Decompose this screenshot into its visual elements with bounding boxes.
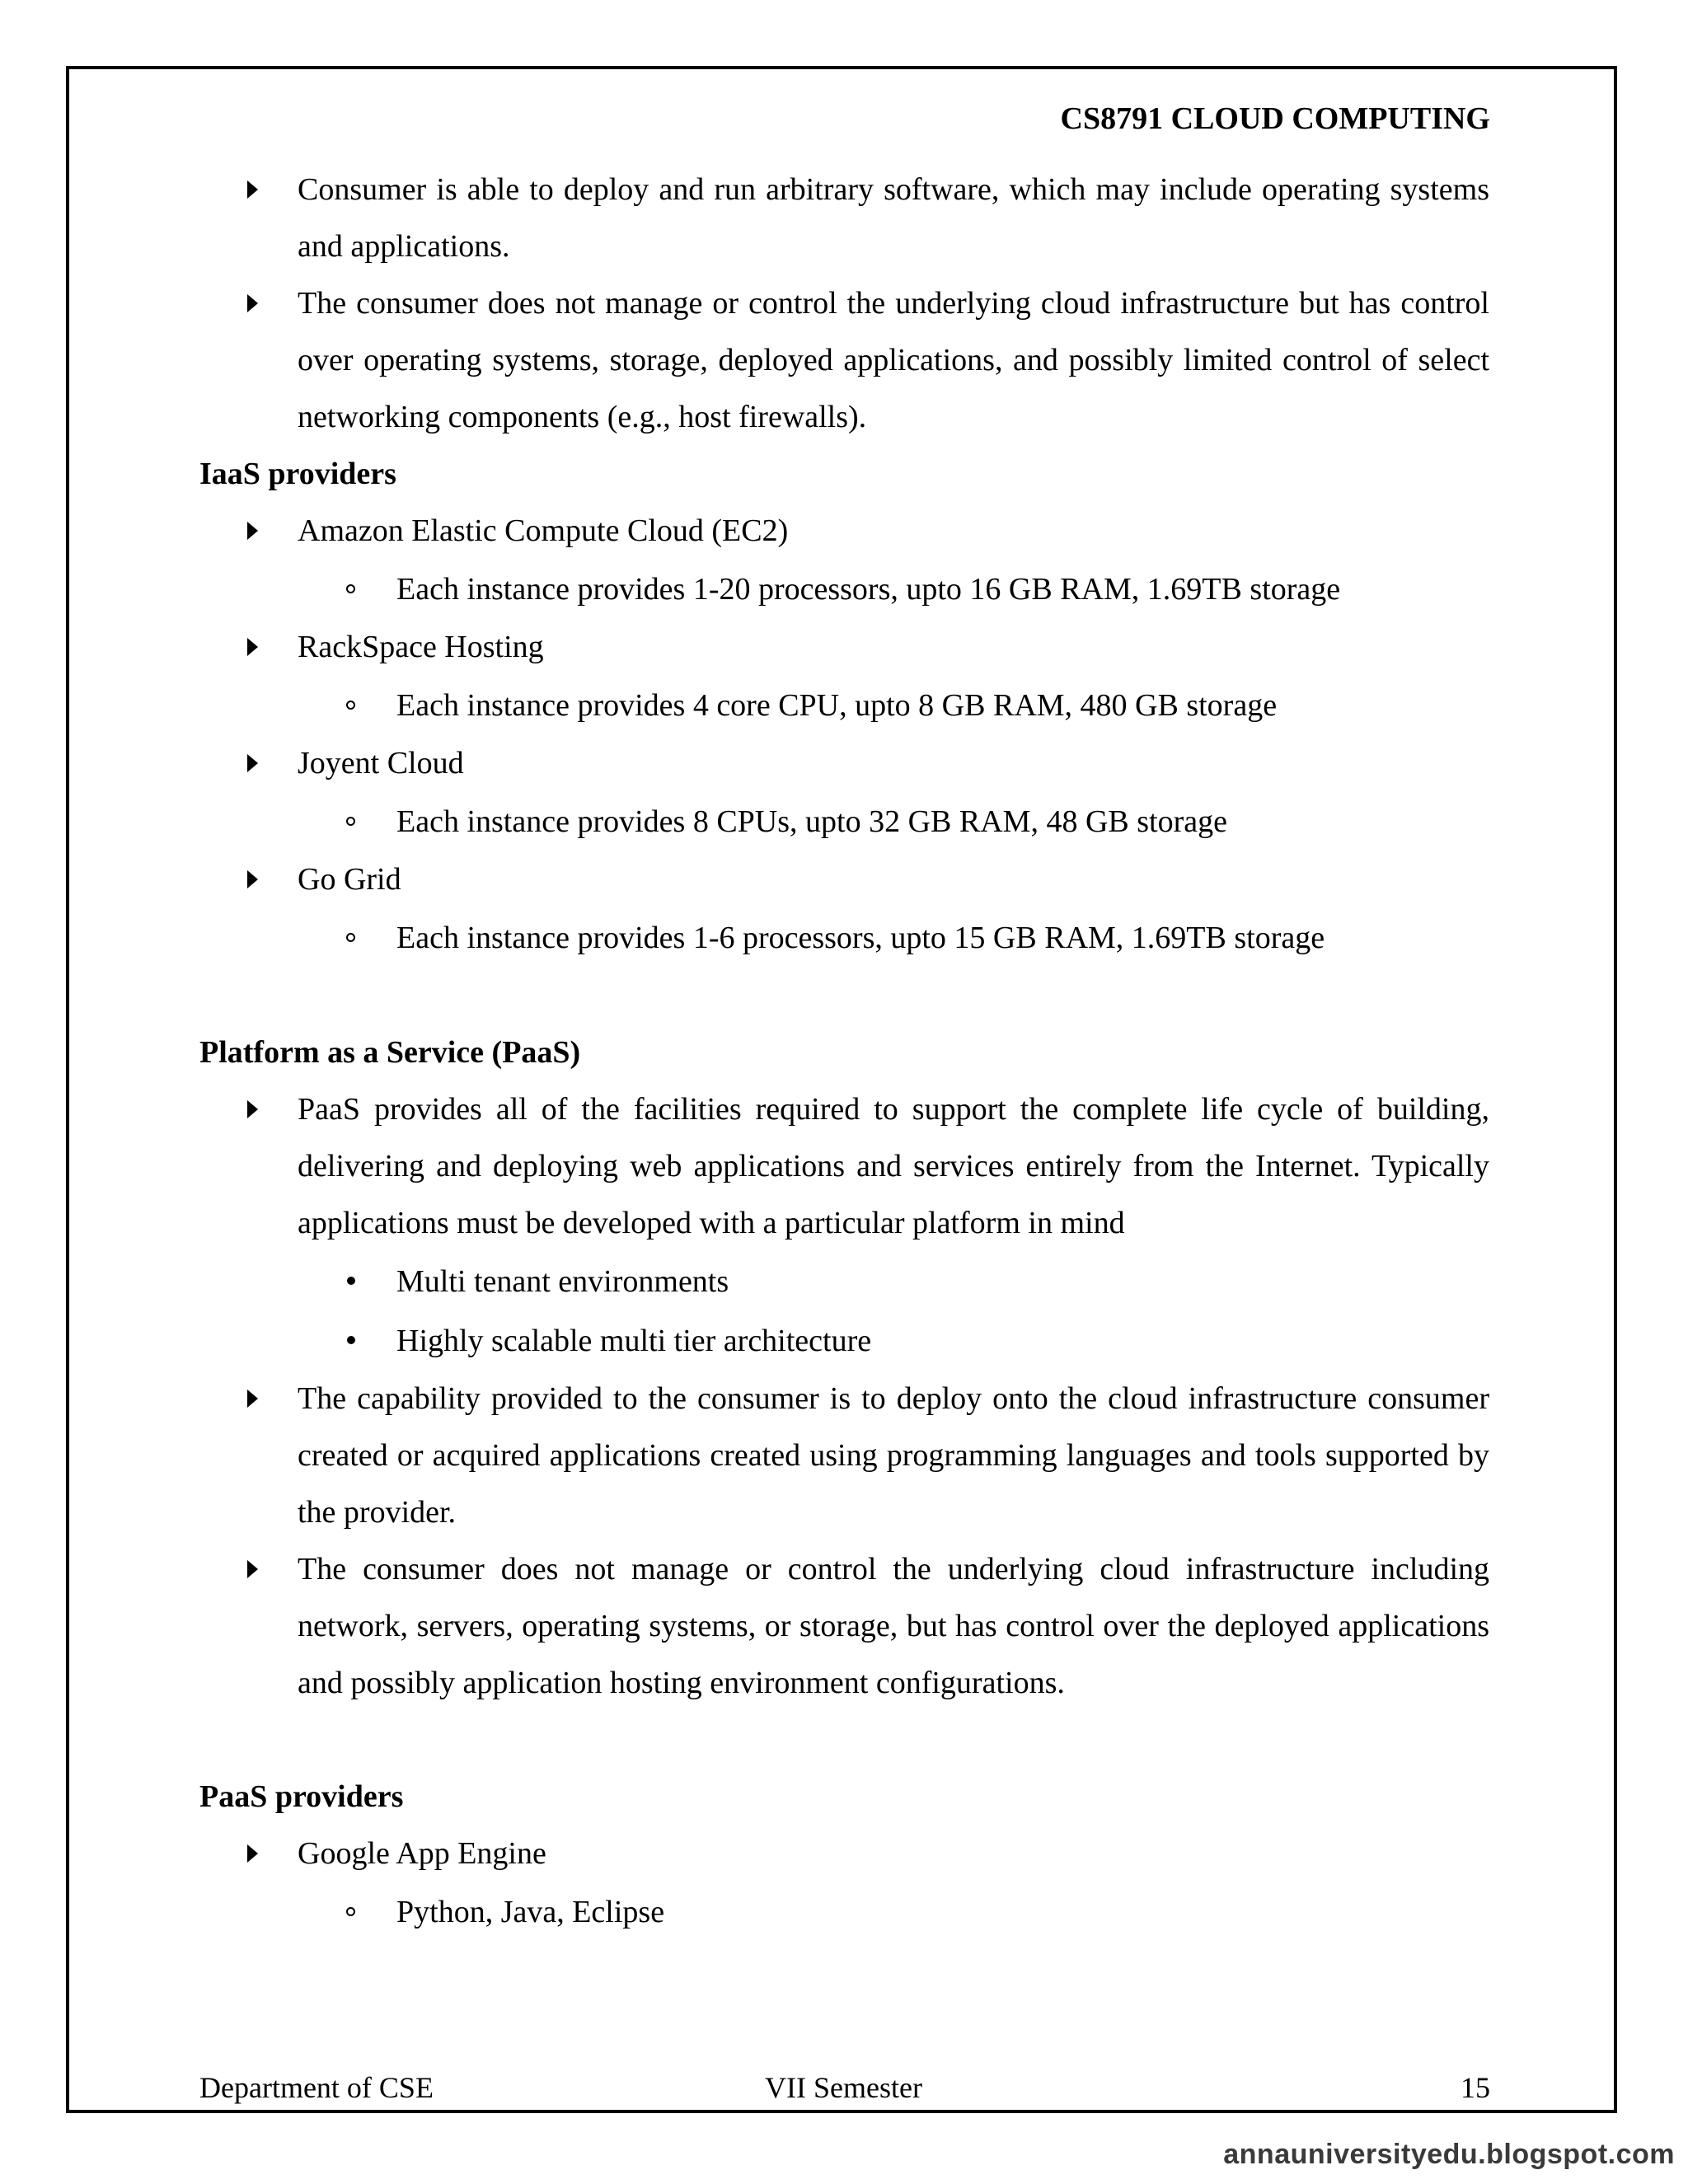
section-heading-paas: Platform as a Service (PaaS) <box>199 1035 581 1070</box>
triangle-bullet-icon <box>247 1390 258 1408</box>
triangle-bullet-icon <box>247 180 258 199</box>
triangle-bullet-icon <box>247 870 258 888</box>
spacer <box>199 968 1489 1024</box>
footer-page-number: 15 <box>1461 2071 1490 2104</box>
triangle-bullet-icon <box>247 1560 258 1578</box>
triangle-bullet-icon <box>247 522 258 540</box>
page-header-title: CS8791 CLOUD COMPUTING <box>1060 101 1490 136</box>
provider-name: Joyent Cloud <box>298 746 464 780</box>
paas-sub-bullet <box>199 1311 1489 1371</box>
circle-bullet-icon <box>346 1907 355 1916</box>
footer-department: Department of CSE <box>199 2071 434 2104</box>
provider-detail <box>199 1882 1489 1942</box>
provider-detail <box>199 792 1489 851</box>
sub-bullet-text: Multi tenant environments <box>396 1264 729 1299</box>
provider-name: Amazon Elastic Compute Cloud (EC2) <box>298 513 789 548</box>
provider-item <box>199 619 1489 676</box>
provider-name: Go Grid <box>298 862 401 897</box>
provider-detail-text: Each instance provides 1-6 processors, upto 15 GB RAM, 1.69TB storage <box>396 921 1325 955</box>
dot-bullet-icon <box>347 1277 355 1285</box>
bullet-text: The consumer does not manage or control the underlying cloud infrastructure including network, servers, operating systems, or storage, but has control over the deployed applications and possibly application hosting environment configurations. <box>298 1552 1489 1700</box>
triangle-bullet-icon <box>247 1844 258 1863</box>
paas-bullet <box>199 1081 1489 1252</box>
footer-semester: VII Semester <box>765 2071 922 2104</box>
bullet-text: PaaS provides all of the facilities required to support the complete life cycle of building, delivering and deploying web applications and services entirely from the Internet. Typically applications must be developed with a particular platform in mind <box>298 1092 1489 1240</box>
provider-item <box>199 503 1489 560</box>
paas-sub-bullet <box>199 1252 1489 1311</box>
circle-bullet-icon <box>346 933 355 942</box>
spacer <box>199 1712 1489 1769</box>
provider-item <box>199 851 1489 908</box>
section-heading-iaas-providers: IaaS providers <box>199 457 396 491</box>
paas-bullet <box>199 1371 1489 1541</box>
watermark-url: annauniversityedu.blogspot.com <box>1223 2139 1675 2170</box>
triangle-bullet-icon <box>247 754 258 772</box>
provider-detail <box>199 676 1489 735</box>
dot-bullet-icon <box>347 1336 355 1344</box>
provider-detail <box>199 908 1489 968</box>
triangle-bullet-icon <box>247 294 258 312</box>
provider-detail-text: Python, Java, Eclipse <box>396 1895 665 1929</box>
bullet-text: The consumer does not manage or control the underlying cloud infrastructure but has control over operating systems, storage, deployed applications, and possibly limited control of select networking components (e.g., host firewalls). <box>298 286 1489 434</box>
provider-name: Google App Engine <box>298 1836 546 1871</box>
intro-bullet <box>199 275 1489 446</box>
bullet-text: Consumer is able to deploy and run arbitrary software, which may include operating systems and applications. <box>298 172 1489 264</box>
page-content <box>199 162 1489 1942</box>
provider-detail-text: Each instance provides 1-20 processors, upto 16 GB RAM, 1.69TB storage <box>396 572 1341 607</box>
triangle-bullet-icon <box>247 638 258 656</box>
provider-item <box>199 735 1489 792</box>
sub-bullet-text: Highly scalable multi tier architecture <box>396 1324 872 1358</box>
circle-bullet-icon <box>346 584 355 593</box>
paas-bullet <box>199 1541 1489 1712</box>
section-heading-paas-providers: PaaS providers <box>199 1779 404 1814</box>
bullet-text: The capability provided to the consumer is to deploy onto the cloud infrastructure consumer created or acquired applications created using programming languages and tools supported by the provider. <box>298 1381 1489 1530</box>
provider-detail-text: Each instance provides 8 CPUs, upto 32 GB RAM, 48 GB storage <box>396 804 1227 839</box>
circle-bullet-icon <box>346 817 355 826</box>
provider-name: RackSpace Hosting <box>298 630 544 664</box>
provider-detail-text: Each instance provides 4 core CPU, upto 8 GB RAM, 480 GB storage <box>396 688 1278 723</box>
intro-bullet <box>199 162 1489 275</box>
provider-detail <box>199 560 1489 619</box>
circle-bullet-icon <box>346 701 355 710</box>
triangle-bullet-icon <box>247 1100 258 1118</box>
provider-item <box>199 1825 1489 1882</box>
